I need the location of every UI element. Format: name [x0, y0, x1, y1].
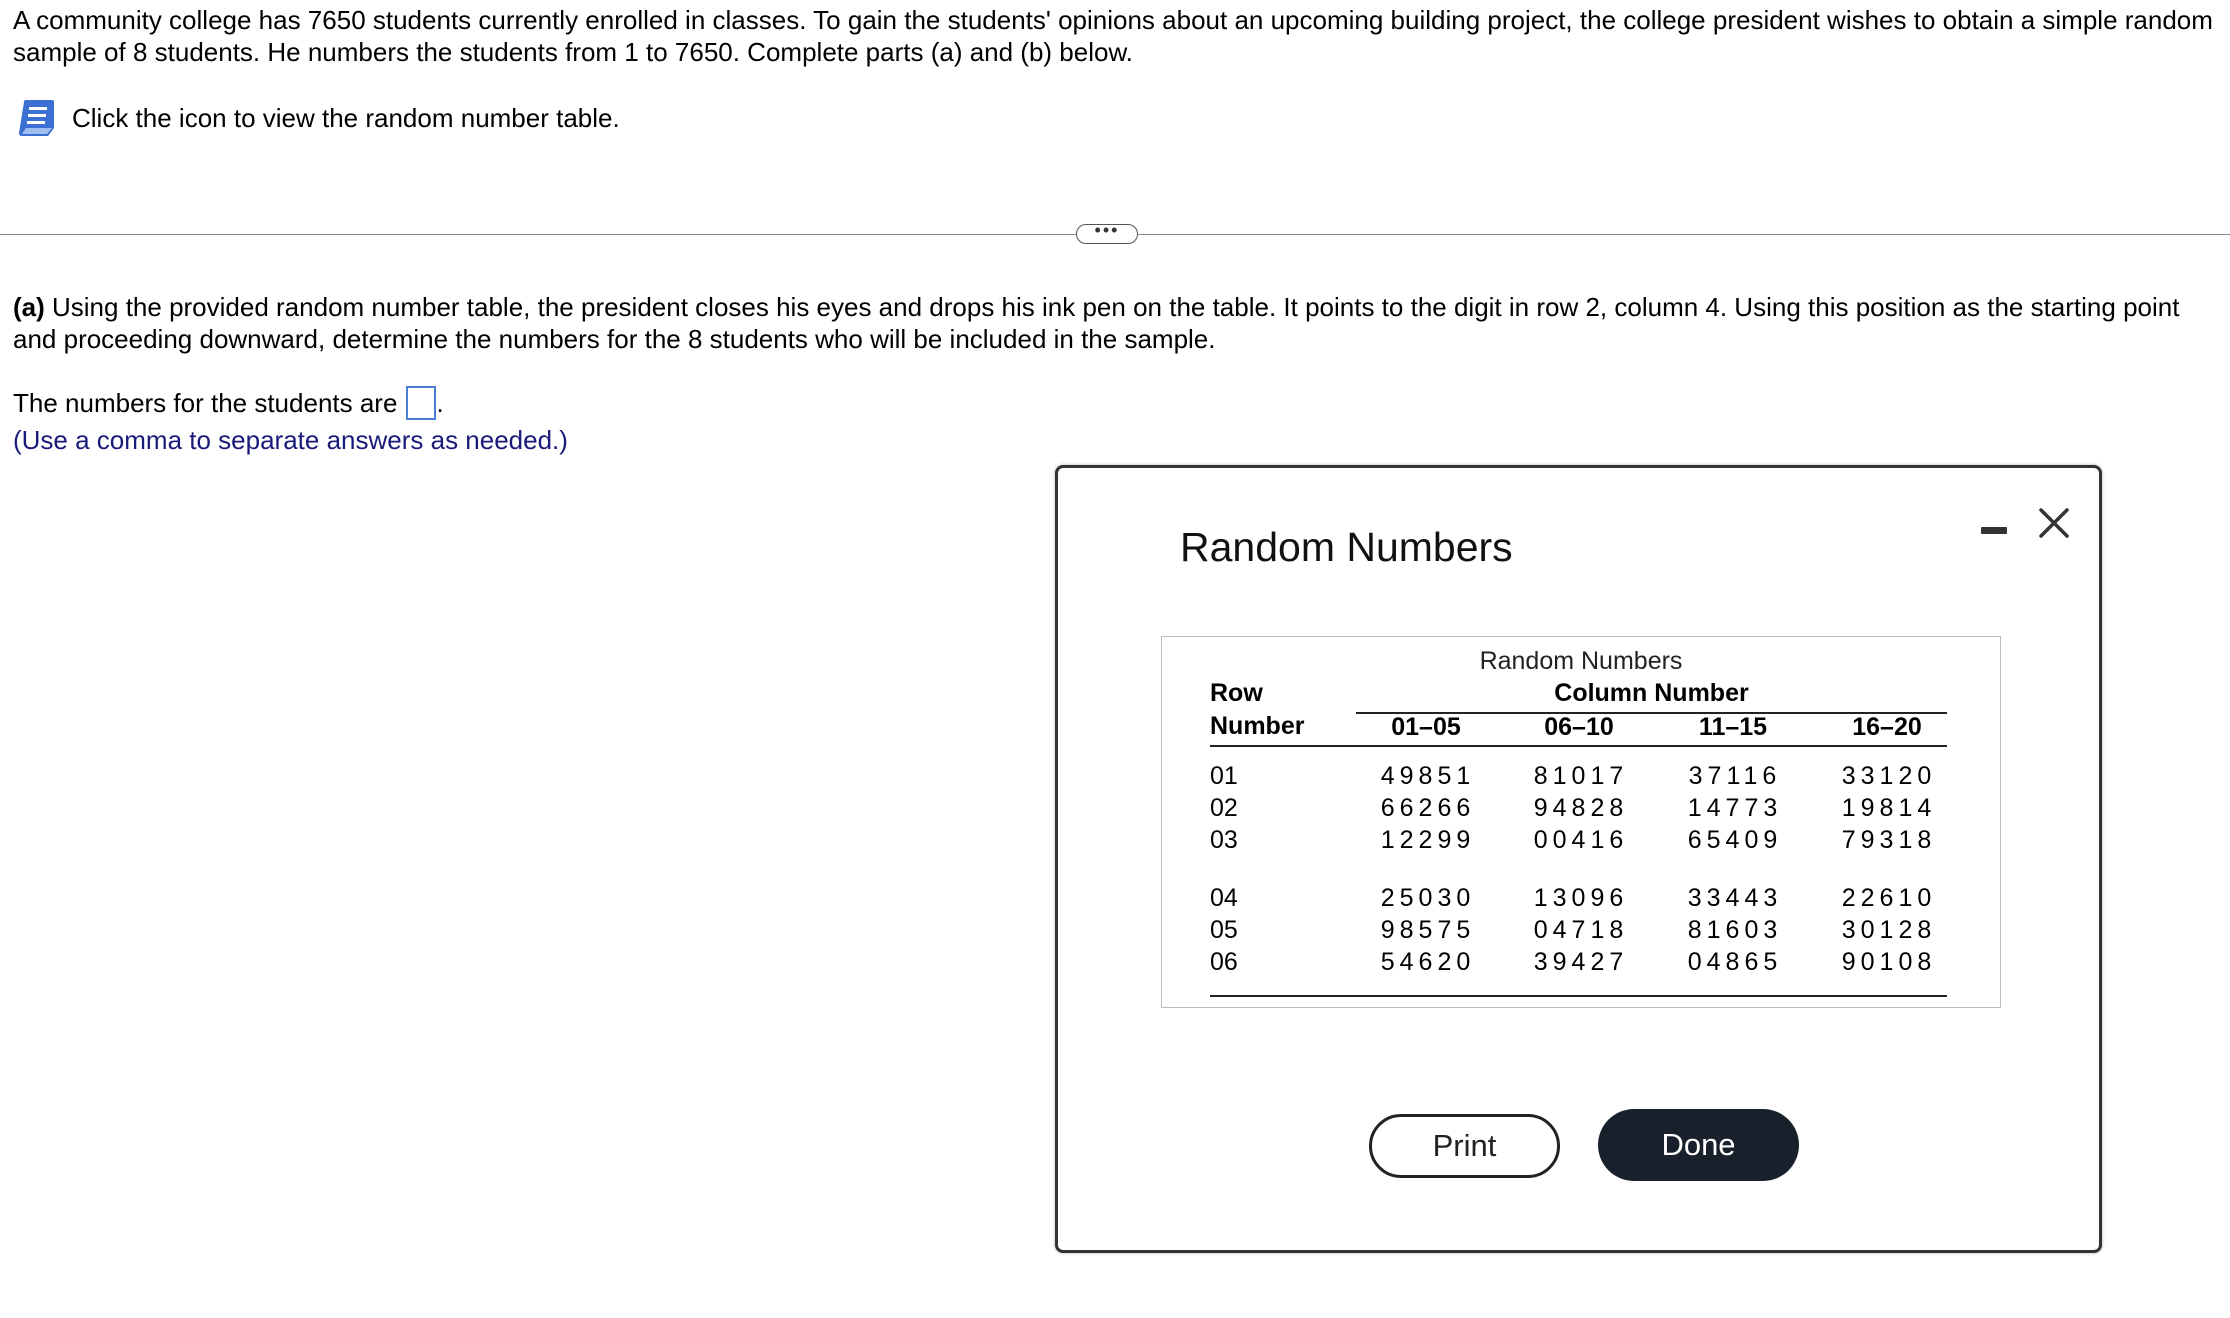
column-header: 11–15 — [1698, 713, 1768, 741]
row-header-line1: Row — [1210, 679, 1263, 707]
table-cell: 30128 — [1841, 916, 1937, 944]
close-button[interactable] — [2033, 502, 2075, 544]
random-table-link-row — [14, 96, 620, 140]
table-cell: 33443 — [1687, 884, 1783, 912]
question-prompt: A community college has 7650 students currently enrolled in classes. To gain the students' opinions about an upcoming building project, the college president wishes to obtain a simple random sample of 8 students. He numbers the students from 1 to 7650. Complete parts (a) and (b) below. — [13, 5, 2213, 67]
row-number: 05 — [1210, 916, 1238, 944]
table-cell: 65409 — [1687, 826, 1783, 854]
table-cell: 04865 — [1687, 948, 1783, 976]
minimize-button[interactable] — [1972, 510, 2012, 546]
minimize-icon — [1972, 533, 2012, 550]
table-cell: 13096 — [1533, 884, 1629, 912]
row-header-line2: Number — [1210, 712, 1305, 740]
table-cell: 49851 — [1380, 762, 1476, 790]
column-header: 01–05 — [1391, 713, 1461, 741]
table-cell: 22610 — [1841, 884, 1937, 912]
table-cell: 66266 — [1380, 794, 1476, 822]
row-number: 01 — [1210, 762, 1238, 790]
table-cell: 04718 — [1533, 916, 1629, 944]
random-table-link-text[interactable]: Click the icon to view the random number table. — [72, 102, 620, 133]
table-cell: 37116 — [1688, 762, 1782, 790]
done-button[interactable]: Done — [1598, 1109, 1799, 1181]
table-cell: 54620 — [1380, 948, 1476, 976]
column-header: 16–20 — [1852, 713, 1922, 741]
expand-more-button[interactable]: ••• — [1076, 224, 1138, 244]
row-number: 02 — [1210, 794, 1238, 822]
table-cell: 14773 — [1687, 794, 1783, 822]
part-a-body: Using the provided random number table, the president closes his eyes and drops his ink pen on the table. It points to the digit in row 2, column 4. Using this position as the starting point and proceeding downward, determine the numbers for the 8 students who will be included in the sample. — [13, 292, 2180, 354]
row-number: 03 — [1210, 826, 1238, 854]
part-a-label: (a) — [13, 292, 45, 322]
table-cell: 00416 — [1533, 826, 1629, 854]
table-cell: 81603 — [1687, 916, 1783, 944]
table-cell: 94828 — [1533, 794, 1629, 822]
table-cell: 98575 — [1380, 916, 1476, 944]
answer-prefix: The numbers for the students are — [13, 388, 398, 418]
part-a-text — [13, 291, 2228, 355]
column-group-header: Column Number — [1554, 679, 1749, 707]
print-button[interactable]: Print — [1369, 1114, 1560, 1178]
column-header: 06–10 — [1544, 713, 1614, 741]
random-numbers-dialog — [1055, 465, 2102, 1253]
answer-suffix: . — [436, 388, 444, 418]
answer-line — [13, 385, 444, 421]
table-cell: 90108 — [1841, 948, 1937, 976]
table-cell: 12299 — [1380, 826, 1476, 854]
table-cell: 79318 — [1841, 826, 1937, 854]
table-cell: 39427 — [1533, 948, 1629, 976]
dialog-title: Random Numbers — [1180, 524, 1513, 570]
table-cell: 19814 — [1841, 794, 1937, 822]
row-number: 04 — [1210, 884, 1238, 912]
close-icon — [2033, 531, 2075, 548]
row-number: 06 — [1210, 948, 1238, 976]
table-cell: 81017 — [1533, 762, 1629, 790]
answer-hint: (Use a comma to separate answers as needed.) — [13, 425, 568, 455]
header-bottom-rule — [1210, 745, 1947, 747]
book-icon[interactable] — [14, 96, 58, 140]
table-cell: 25030 — [1380, 884, 1476, 912]
table-caption: Random Numbers — [1479, 647, 1683, 675]
random-number-table — [1161, 636, 2001, 1008]
answer-input[interactable] — [406, 386, 436, 420]
table-bottom-rule — [1210, 995, 1947, 997]
table-cell: 33120 — [1841, 762, 1937, 790]
